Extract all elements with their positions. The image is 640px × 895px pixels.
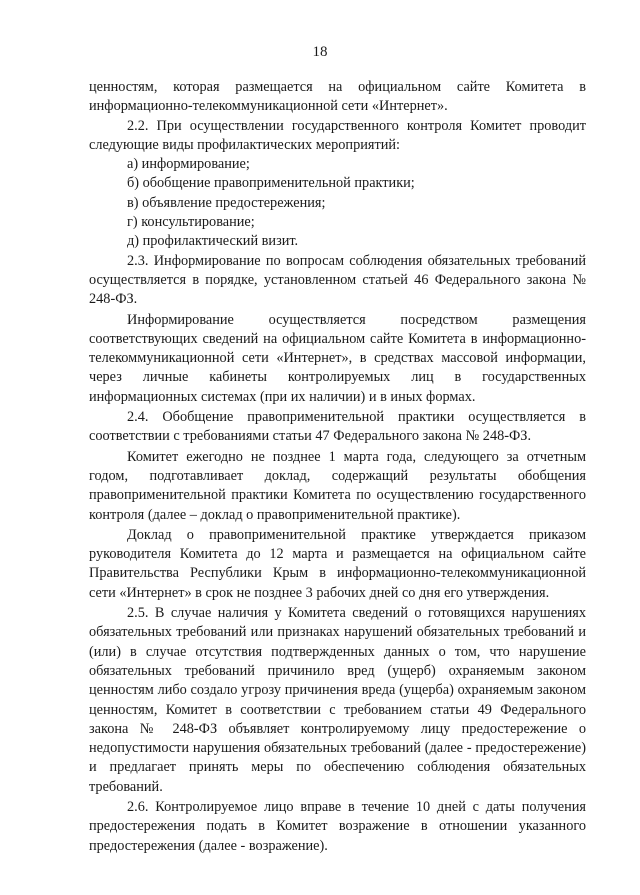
list-item: г) консультирование; [127, 214, 255, 231]
paragraph: 2.5. В случае наличия у Комитета сведений о готовящихся нарушениях обязательных требований или признаках нарушений обязательных требований и (или) в случае отсутствия подтвержденных данных о том, что нарушение обязательных требований причинило вред (ущерб) охраняемым законом ценностям либо создало угрозу причинения вреда (ущерба) охраняемым законом ценностям, Комитет в соответствии с требованием статьи 49 Федерального закона № 248-ФЗ объявляет контролируемому лицу предостережение о недопустимости нарушения обязательных требований (далее - предостережение) и предлагает принять меры по обеспечению соблюдения обязательных требований. [89, 605, 586, 795]
paragraph: ценностям, которая размещается на официальном сайте Комитета в информационно-телекоммуникационной сети «Интернет». [89, 79, 586, 115]
paragraph: 2.2. При осуществлении государственного контроля Комитет проводит следующие виды профилактических мероприятий: [89, 117, 586, 153]
paragraph: 2.3. Информирование по вопросам соблюдения обязательных требований осуществляется в порядке, установленном статьей 46 Федерального закона № 248-ФЗ. [89, 252, 586, 308]
paragraph: 2.4. Обобщение правоприменительной практики осуществляется в соответствии с требованиями статьи 47 Федерального закона № 248-ФЗ. [89, 409, 586, 445]
list-item: а) информирование; [127, 156, 250, 173]
page-number: 18 [312, 44, 328, 60]
paragraph: Доклад о правоприменительной практике утверждается приказом руководителя Комитета до 12 марта и размещается на официальном сайте Правительства Республики Крым в информационно-телекоммуникационной сети «Интернет» в срок не позднее 3 рабочих дней со дня его утверждения. [89, 526, 586, 601]
paragraph: Комитет ежегодно не позднее 1 марта года, следующего за отчетным годом, подготавливает доклад, содержащий результаты обобщения правоприменительной практики Комитета по осуществлению государственного контроля (далее – доклад о правоприменительной практике). [89, 448, 586, 523]
list-item: д) профилактический визит. [127, 233, 299, 250]
list-item: б) обобщение правоприменительной практики; [127, 175, 415, 192]
list-item: в) объявление предостережения; [127, 194, 326, 211]
document-body [89, 78, 586, 856]
paragraph: 2.6. Контролируемое лицо вправе в течение 10 дней с даты получения предостережения подать в Комитет возражение в отношении указанного предостережения (далее - возражение). [89, 798, 586, 854]
paragraph: Информирование осуществляется посредством размещения соответствующих сведений на официальном сайте Комитета в информационно-телекоммуникационной сети «Интернет», в средствах массовой информации, через личные кабинеты контролируемых лиц в государственных информационных системах (при их наличии) и в иных формах. [89, 311, 586, 405]
